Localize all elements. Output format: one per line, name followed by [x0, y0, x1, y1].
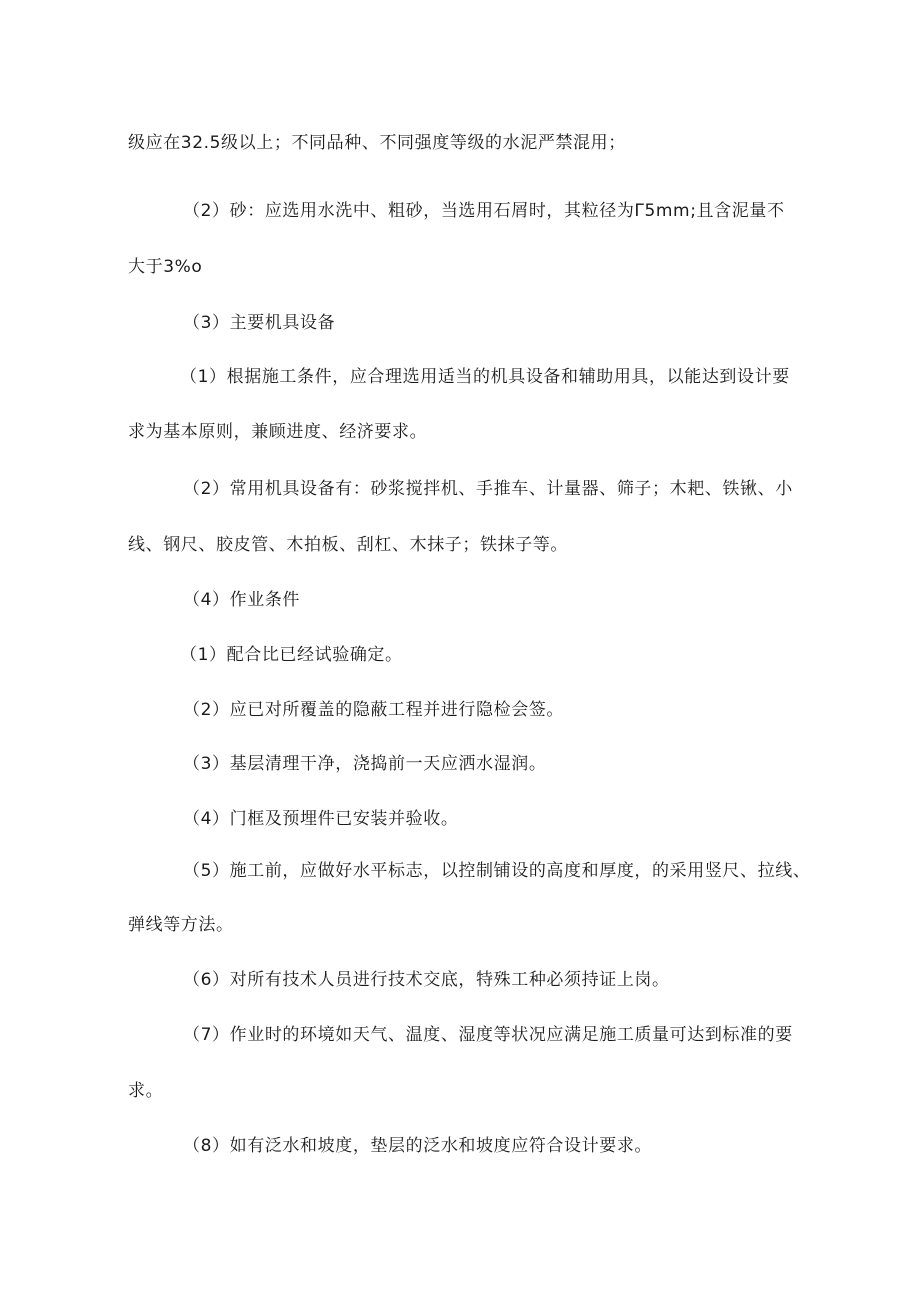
section-heading-equipment: （3）主要机具设备 — [183, 313, 336, 333]
text-line-condition-1: （1）配合比已经试验确定。 — [180, 645, 403, 665]
text-line-sand: （2）砂：应选用水洗中、粗砂，当选用石屑时，其粒径为Γ5mm;且含泥量不 — [183, 201, 785, 221]
text-line-condition-4: （4）门框及预埋件已安装并验收。 — [183, 809, 459, 829]
text-line-condition-7-cont: 求。 — [128, 1081, 164, 1101]
text-line-condition-5: （5）施工前，应做好水平标志，以控制铺设的高度和厚度，的采用竖尺、拉线、 — [183, 861, 811, 881]
text-line-condition-2: （2）应已对所覆盖的隐蔽工程并进行隐检会签。 — [183, 700, 565, 720]
text-line-sand-cont: 大于3%o — [128, 257, 203, 277]
text-line-equipment-2-cont: 线、钢尺、胶皮管、木拍板、刮杠、木抹子；铁抹子等。 — [128, 535, 568, 555]
section-heading-conditions: （4）作业条件 — [183, 590, 301, 610]
text-line-condition-5-cont: 弹线等方法。 — [128, 915, 234, 935]
text-line-condition-6: （6）对所有技术人员进行技术交底，特殊工种必须持证上岗。 — [183, 970, 670, 990]
text-line-equipment-2: （2）常用机具设备有：砂浆搅拌机、手推车、计量器、筛子；木耙、铁锹、小 — [183, 479, 793, 499]
text-line-condition-3: （3）基层清理干净，浇捣前一天应洒水湿润。 — [183, 754, 547, 774]
text-line-condition-7: （7）作业时的环境如天气、温度、湿度等状况应满足施工质量可达到标准的要 — [183, 1025, 793, 1045]
text-line-cement-grade: 级应在32.5级以上；不同品种、不同强度等级的水泥严禁混用； — [128, 133, 626, 153]
text-line-equipment-1-cont: 求为基本原则，兼顾进度、经济要求。 — [128, 422, 428, 442]
text-line-condition-8: （8）如有泛水和坡度，垫层的泛水和坡度应符合设计要求。 — [183, 1136, 653, 1156]
text-line-equipment-1: （1）根据施工条件，应合理选用适当的机具设备和辅助用具，以能达到设计要 — [180, 367, 790, 387]
